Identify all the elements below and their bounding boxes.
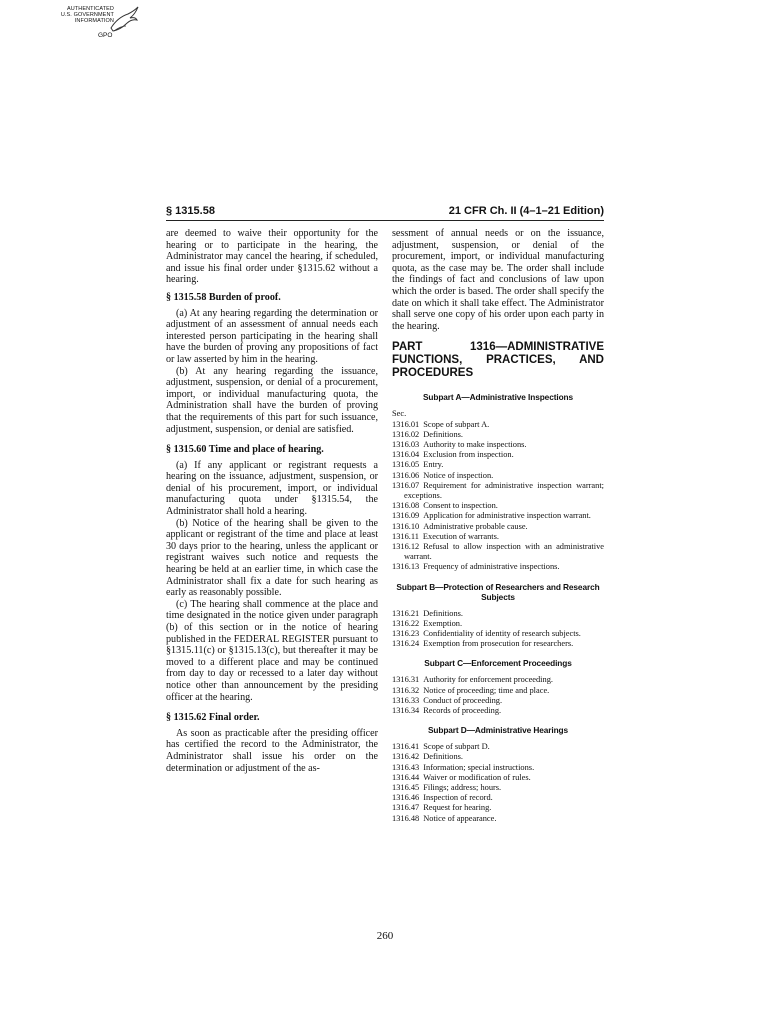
toc-entry-number: 1316.44 bbox=[392, 772, 420, 782]
toc-entry-number: 1316.10 bbox=[392, 521, 420, 531]
paragraph: (b) Notice of the hearing shall be given to the applicant or registrant of the time and place at least 30 days prior to the hearing, unless the applicant or registrant waives such notice and requests the hearing be held at an earlier time, in which case the Administrator shall fix a date for such hearing as early as reasonably possible. bbox=[166, 517, 378, 599]
toc-entry-title: Authority for enforcement proceeding. bbox=[423, 675, 553, 685]
toc-entry-title: Exemption from prosecution for researchers. bbox=[423, 639, 574, 649]
toc-entry-number: 1316.02 bbox=[392, 429, 420, 439]
toc-entry bbox=[392, 639, 604, 649]
toc-entry-title: Request for hearing. bbox=[423, 803, 492, 813]
toc-entry bbox=[392, 814, 604, 824]
toc-list-subpart-a bbox=[392, 420, 604, 573]
paragraph: (c) The hearing shall commence at the place and time designated in the notice given under paragraph (b) of this section or in the notice of hearing published in the FEDERAL REGISTER pursuant to §1315.11(c) or §1315.13(c), but thereafter it may be moved to a different place and may be continued from day to day or recessed to a later day without notice other than announcement by the presiding officer at the hearing. bbox=[166, 598, 378, 703]
stamp-line-2: U.S. GOVERNMENT bbox=[60, 12, 114, 18]
toc-entry-title: Definitions. bbox=[423, 429, 463, 439]
toc-entry bbox=[392, 783, 604, 793]
toc-entry-number: 1316.47 bbox=[392, 803, 420, 813]
toc-entry bbox=[392, 460, 604, 470]
toc-entry-number: 1316.13 bbox=[392, 562, 420, 572]
toc-entry bbox=[392, 430, 604, 440]
toc-entry-title: Administrative probable cause. bbox=[423, 521, 528, 531]
toc-entry-number: 1316.43 bbox=[392, 762, 420, 772]
toc-entry-title: Exemption. bbox=[423, 618, 463, 628]
toc-list-subpart-c bbox=[392, 675, 604, 716]
subpart-heading: Subpart D—Administrative Hearings bbox=[427, 725, 569, 736]
toc-entry bbox=[392, 803, 604, 813]
toc-entry bbox=[392, 675, 604, 685]
toc-entry bbox=[392, 629, 604, 639]
toc-entry-number: 1316.23 bbox=[392, 629, 420, 638]
toc-entry bbox=[392, 522, 604, 532]
toc-sec-label: Sec. bbox=[392, 409, 407, 419]
paragraph: sessment of annual needs or on the issuance, adjustment, suspension, or denial of the procurement, import, or individual manufacturing quota, as the case may be. The order shall include the findings of fact and conclusions of law upon which the order is based. The order shall specify the date on which it shall take effect. The Administrator shall serve one copy of his order upon each party in the hearing. bbox=[392, 228, 604, 332]
toc-entry-title: Authority to make inspections. bbox=[423, 439, 527, 449]
toc-entry-title: Conduct of proceeding. bbox=[423, 695, 503, 705]
toc-entry-title: Consent to inspection. bbox=[423, 501, 498, 511]
toc-entry-title: Refusal to allow inspection with an administrative warrant. bbox=[404, 541, 604, 562]
toc-entry bbox=[392, 686, 604, 696]
part-heading: PART 1316—ADMINISTRATIVE FUNCTIONS, PRACTICES, AND PROCEDURES bbox=[392, 341, 604, 380]
toc-entry-number: 1316.42 bbox=[392, 752, 420, 762]
toc-entry-number: 1316.09 bbox=[392, 511, 420, 521]
toc-entry bbox=[392, 619, 604, 629]
eagle-icon bbox=[108, 6, 140, 36]
toc-entry-number: 1316.01 bbox=[392, 419, 420, 429]
toc-entry-title: Information; special instructions. bbox=[423, 762, 535, 772]
toc-entry bbox=[392, 532, 604, 542]
toc-list-subpart-b bbox=[392, 609, 604, 650]
toc-entry-number: 1316.34 bbox=[392, 706, 420, 716]
subpart-heading: Subpart C—Enforcement Proceedings bbox=[424, 658, 572, 669]
toc-entry-number: 1316.21 bbox=[392, 608, 420, 618]
toc-entry bbox=[392, 706, 604, 716]
toc-entry-title: Filings; address; hours. bbox=[423, 783, 502, 793]
toc-entry-number: 1316.03 bbox=[392, 439, 420, 449]
running-header-edition: 21 CFR Ch. II (4–1–21 Edition) bbox=[448, 205, 604, 217]
toc-entry bbox=[392, 752, 604, 762]
toc-entry-number: 1316.31 bbox=[392, 675, 420, 685]
toc-entry-number: 1316.33 bbox=[392, 695, 420, 705]
toc-entry bbox=[392, 696, 604, 706]
toc-entry-title: Requirement for administrative inspection warrant; exceptions. bbox=[404, 480, 604, 500]
toc-entry bbox=[392, 562, 604, 572]
section-heading: § 1315.60 Time and place of hearing. bbox=[166, 444, 324, 456]
toc-entry-title: Entry. bbox=[423, 460, 444, 470]
toc-entry-title: Inspection of record. bbox=[423, 793, 493, 803]
toc-entry bbox=[392, 773, 604, 783]
toc-entry-number: 1316.08 bbox=[392, 501, 420, 511]
toc-entry-title: Application for administrative inspection warrant. bbox=[423, 511, 591, 521]
toc-entry-title: Definitions. bbox=[423, 608, 463, 618]
toc-entry-number: 1316.46 bbox=[392, 793, 420, 803]
right-column bbox=[392, 228, 604, 824]
stamp-line-3: INFORMATION bbox=[74, 18, 114, 24]
section-heading: § 1315.58 Burden of proof. bbox=[166, 291, 281, 303]
toc-entry-number: 1316.22 bbox=[392, 618, 420, 628]
paragraph: are deemed to waive their opportunity for the hearing or to participate in the hearing, the Administrator may cancel the hearing, if scheduled, and issue his final order under §1315.62 without a hearing. bbox=[166, 228, 378, 286]
toc-entry-number: 1316.05 bbox=[392, 460, 420, 470]
toc-entry-title: Scope of subpart D. bbox=[423, 742, 490, 752]
toc-entry-number: 1316.07 bbox=[392, 480, 420, 490]
stamp-text bbox=[58, 6, 114, 24]
subpart-heading: Subpart A—Administrative Inspections bbox=[422, 392, 574, 403]
toc-entry bbox=[392, 511, 604, 521]
page-number: 260 bbox=[376, 930, 394, 942]
toc-entry-title: Definitions. bbox=[423, 752, 463, 762]
toc-entry-number: 1316.12 bbox=[392, 541, 420, 551]
paragraph: (a) At any hearing regarding the determination or adjustment of an assessment of annual needs each interested person participating in the hearing shall have the burden of proving any propositions of fact or law asserted by him in the hearing. bbox=[166, 307, 378, 365]
toc-entry-number: 1316.24 bbox=[392, 639, 420, 649]
toc-entry bbox=[392, 471, 604, 481]
toc-entry-title: Scope of subpart A. bbox=[423, 419, 490, 429]
toc-entry bbox=[392, 542, 604, 562]
toc-entry bbox=[392, 793, 604, 803]
toc-entry-title: Notice of proceeding; time and place. bbox=[423, 685, 550, 695]
toc-entry-number: 1316.11 bbox=[392, 531, 419, 541]
toc-entry-title: Notice of appearance. bbox=[423, 813, 497, 823]
toc-entry bbox=[392, 440, 604, 450]
toc-entry-title: Notice of inspection. bbox=[423, 470, 494, 480]
toc-entry-number: 1316.06 bbox=[392, 470, 420, 480]
toc-entry-number: 1316.32 bbox=[392, 685, 420, 695]
toc-entry bbox=[392, 763, 604, 773]
toc-entry-number: 1316.48 bbox=[392, 813, 420, 823]
header-rule bbox=[166, 220, 604, 221]
toc-entry-title: Confidentiality of identity of research subjects. bbox=[423, 629, 581, 638]
toc-entry bbox=[392, 450, 604, 460]
toc-entry-title: Execution of warrants. bbox=[422, 531, 499, 541]
gpo-authentication-stamp bbox=[58, 6, 140, 48]
paragraph: As soon as practicable after the presiding officer has certified the record to the Administrator, the Administrator shall issue his order on the determination or adjustment of the as- bbox=[166, 727, 378, 774]
toc-entry-title: Records of proceeding. bbox=[423, 706, 502, 716]
left-column bbox=[166, 228, 378, 774]
toc-entry bbox=[392, 609, 604, 619]
toc-entry-title: Exclusion from inspection. bbox=[423, 450, 514, 460]
toc-entry bbox=[392, 481, 604, 501]
toc-entry-number: 1316.45 bbox=[392, 783, 420, 793]
toc-entry-title: Waiver or modification of rules. bbox=[423, 772, 531, 782]
toc-list-subpart-d bbox=[392, 742, 604, 824]
toc-entry-number: 1316.41 bbox=[392, 742, 420, 752]
toc-entry bbox=[392, 742, 604, 752]
toc-entry-number: 1316.04 bbox=[392, 450, 420, 460]
toc-entry-title: Frequency of administrative inspections. bbox=[423, 562, 560, 572]
gpo-label: GPO bbox=[98, 32, 113, 39]
table-of-contents bbox=[392, 409, 604, 572]
running-header-section: § 1315.58 bbox=[166, 205, 215, 217]
stamp-line-1: AUTHENTICATED bbox=[66, 6, 114, 12]
paragraph: (a) If any applicant or registrant requests a hearing on the issuance, adjustment, suspension, or denial of his procurement, import, or individual manufacturing quota under §1315.54, the Administrator shall hold a hearing. bbox=[166, 459, 378, 518]
paragraph: (b) At any hearing regarding the issuance, adjustment, suspension, or denial of a procurement, import, or individual manufacturing quota, the Administration shall have the burden of proving that the requirements of this part for such issuance, adjustment, suspension, or denial are satisfied. bbox=[166, 365, 378, 435]
toc-entry bbox=[392, 501, 604, 511]
toc-entry bbox=[392, 420, 604, 430]
subpart-heading: Subpart B—Protection of Researchers and Research Subjects bbox=[396, 581, 600, 602]
section-heading: § 1315.62 Final order. bbox=[166, 712, 260, 724]
